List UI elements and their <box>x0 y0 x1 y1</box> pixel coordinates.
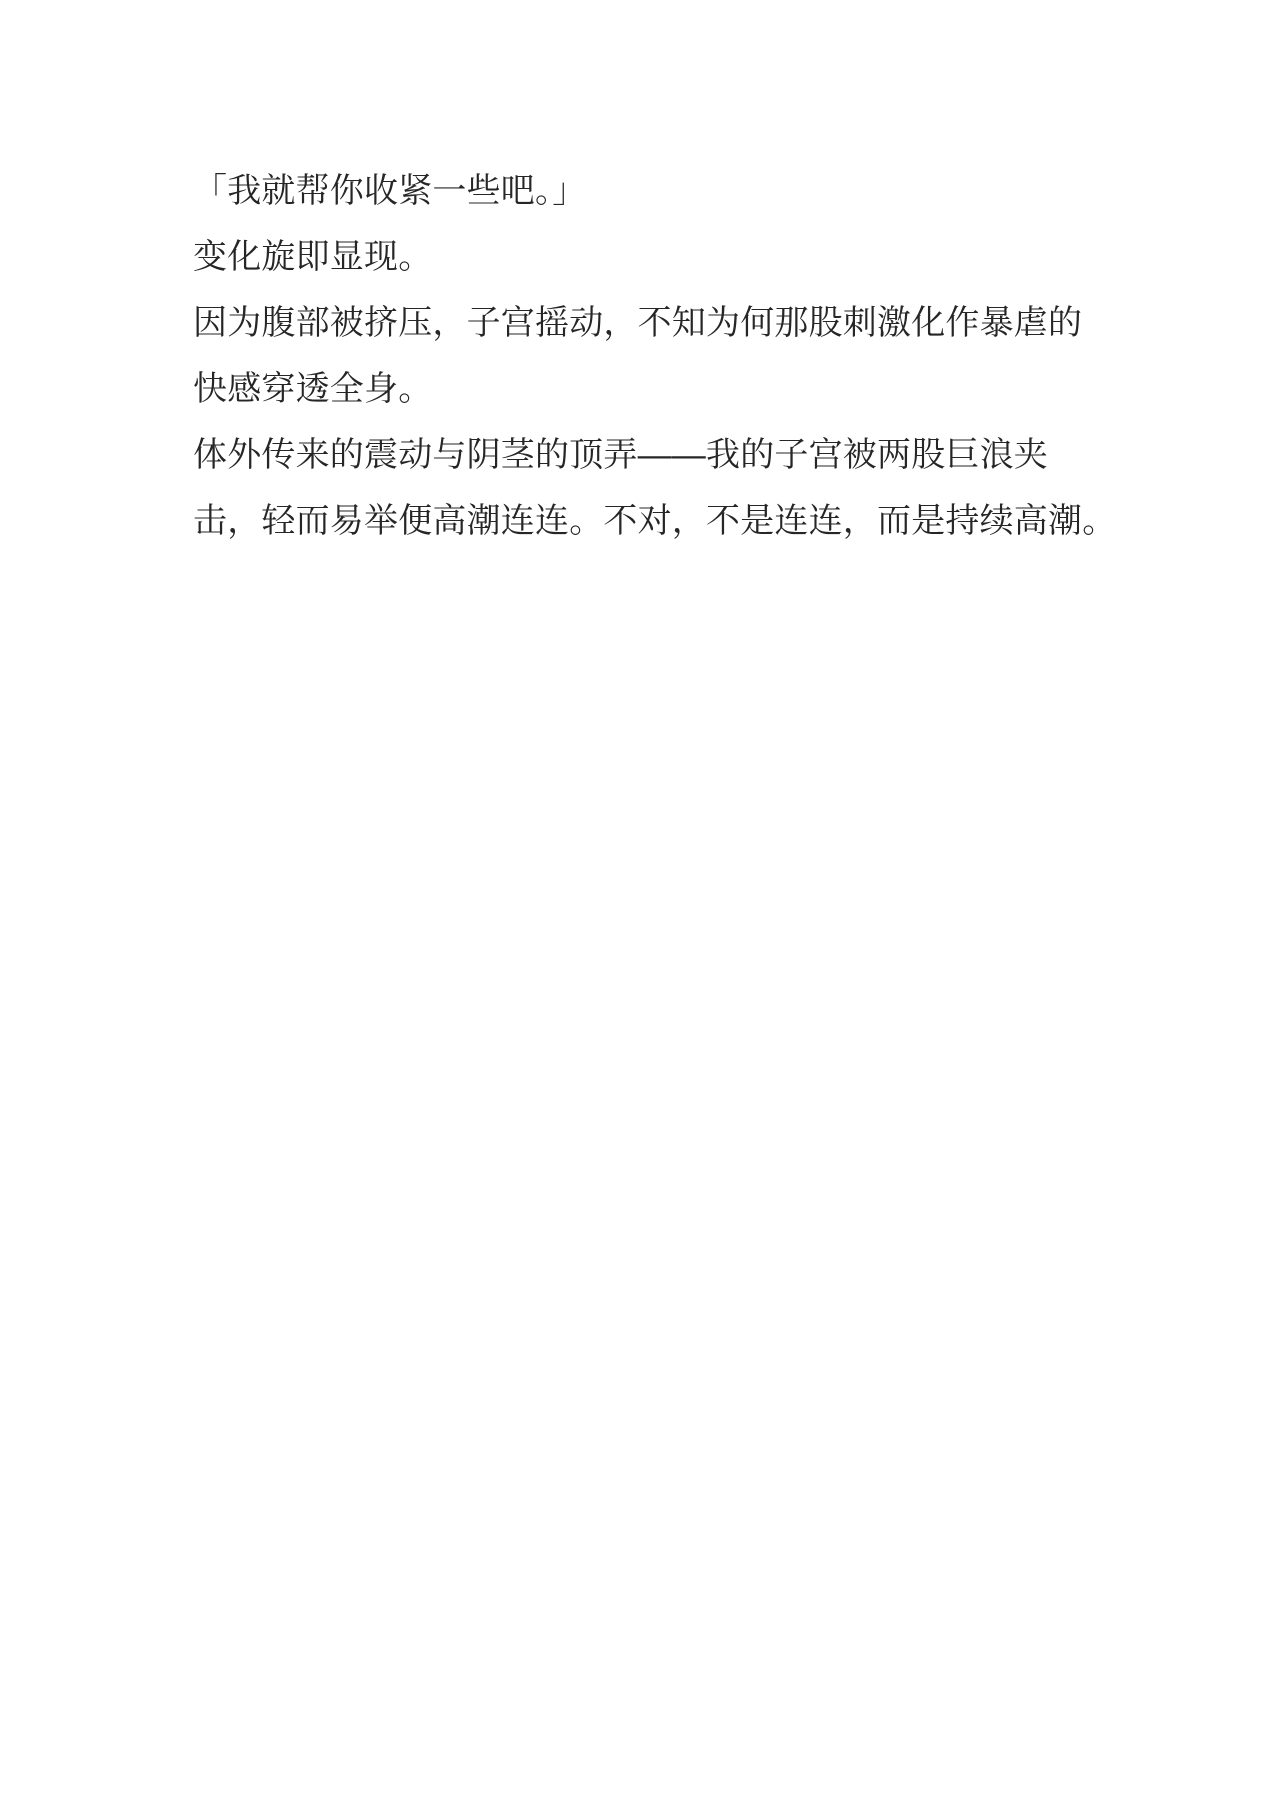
paragraph-2 <box>193 224 1090 290</box>
paragraph-4 <box>193 422 1117 554</box>
paragraph-3 <box>193 290 1090 422</box>
text-line: 「我就帮你收紧一些吧。」 <box>193 172 587 210</box>
paragraph-1 <box>193 158 1090 224</box>
text-line: 因为腹部被挤压，子宫摇动，不知为何那股刺激化作暴虐的 <box>193 304 1083 342</box>
text-line: 击，轻而易举便高潮连连。不对，不是连连，而是持续高潮。 <box>193 502 1117 540</box>
text-block <box>193 158 1117 554</box>
text-line: 体外传来的震动与阴茎的顶弄——我的子宫被两股巨浪夹 <box>193 436 1048 474</box>
text-line: 变化旋即显现。 <box>193 238 433 276</box>
text-line: 快感穿透全身。 <box>193 370 433 408</box>
